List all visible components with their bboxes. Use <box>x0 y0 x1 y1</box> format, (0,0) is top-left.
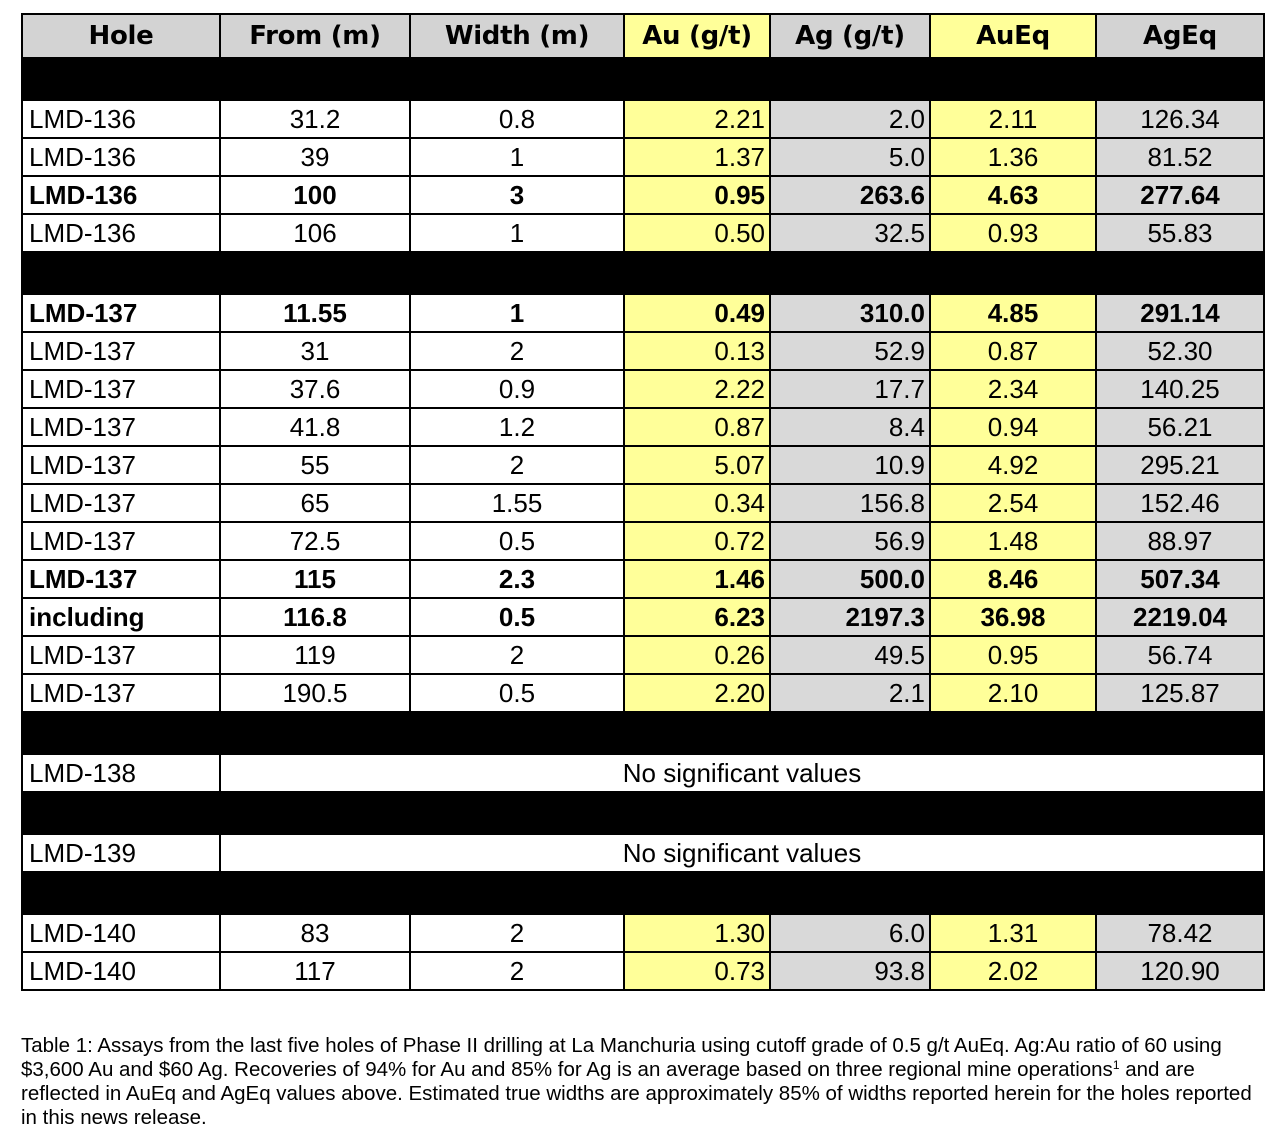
aueq-cell: 0.93 <box>930 214 1096 252</box>
table-row <box>22 408 1264 446</box>
hole-cell: LMD-136 <box>22 214 220 252</box>
separator-cell <box>22 712 1264 754</box>
table-row <box>22 834 1264 872</box>
table-row <box>22 560 1264 598</box>
width-cell: 1 <box>410 138 624 176</box>
aueq-cell: 0.87 <box>930 332 1096 370</box>
width-cell: 1.2 <box>410 408 624 446</box>
aueq-cell: 4.63 <box>930 176 1096 214</box>
hole-cell: LMD-136 <box>22 100 220 138</box>
width-cell: 0.8 <box>410 100 624 138</box>
table-row <box>22 674 1264 712</box>
from-cell: 55 <box>220 446 410 484</box>
ageq-cell: 140.25 <box>1096 370 1264 408</box>
aueq-cell: 2.10 <box>930 674 1096 712</box>
width-cell: 0.5 <box>410 598 624 636</box>
caption-text: Table 1: Assays from the last five holes of Phase II drilling at La Manchuria using cutoff grade of 0.5 g/t AuEq. Ag:Au ratio of 60 using $3,600 Au and $60 Ag. Recoveries of 94% for Au and 85% for Ag is an average based on three regional mine operations <box>21 1034 1222 1081</box>
ag-cell: 10.9 <box>770 446 930 484</box>
table-row <box>22 636 1264 674</box>
ag-cell: 2197.3 <box>770 598 930 636</box>
table-row <box>22 952 1264 990</box>
aueq-cell: 4.85 <box>930 294 1096 332</box>
table-row <box>22 598 1264 636</box>
aueq-cell: 1.31 <box>930 914 1096 952</box>
hole-cell: LMD-137 <box>22 332 220 370</box>
ag-cell: 32.5 <box>770 214 930 252</box>
header-from: From (m) <box>220 14 410 58</box>
table-row <box>22 522 1264 560</box>
au-cell: 2.20 <box>624 674 770 712</box>
width-cell: 0.9 <box>410 370 624 408</box>
width-cell: 2 <box>410 952 624 990</box>
no-values-note: No significant values <box>220 754 1264 792</box>
ag-cell: 93.8 <box>770 952 930 990</box>
from-cell: 115 <box>220 560 410 598</box>
table-row <box>22 176 1264 214</box>
width-cell: 2.3 <box>410 560 624 598</box>
header-hole: Hole <box>22 14 220 58</box>
width-cell: 2 <box>410 332 624 370</box>
hole-cell: LMD-137 <box>22 294 220 332</box>
from-cell: 72.5 <box>220 522 410 560</box>
assay-table-container <box>21 13 1263 991</box>
aueq-cell: 0.94 <box>930 408 1096 446</box>
ageq-cell: 88.97 <box>1096 522 1264 560</box>
au-cell: 1.30 <box>624 914 770 952</box>
width-cell: 1 <box>410 294 624 332</box>
caption-text-continued: and are reflected in AuEq and AgEq values above. Estimated true widths are approximately 85% of widths reported herein for the holes reported in this news release. <box>21 1058 1252 1129</box>
from-cell: 106 <box>220 214 410 252</box>
table-row <box>22 754 1264 792</box>
separator-cell <box>22 252 1264 294</box>
aueq-cell: 0.95 <box>930 636 1096 674</box>
ag-cell: 2.1 <box>770 674 930 712</box>
hole-cell: LMD-140 <box>22 914 220 952</box>
table-body <box>22 58 1264 990</box>
hole-cell: LMD-137 <box>22 370 220 408</box>
ageq-cell: 56.74 <box>1096 636 1264 674</box>
au-cell: 0.26 <box>624 636 770 674</box>
separator-row <box>22 872 1264 914</box>
separator-cell <box>22 872 1264 914</box>
au-cell: 0.50 <box>624 214 770 252</box>
ageq-cell: 125.87 <box>1096 674 1264 712</box>
separator-cell <box>22 58 1264 100</box>
ageq-cell: 120.90 <box>1096 952 1264 990</box>
au-cell: 2.21 <box>624 100 770 138</box>
aueq-cell: 4.92 <box>930 446 1096 484</box>
header-width: Width (m) <box>410 14 624 58</box>
hole-cell: LMD-137 <box>22 636 220 674</box>
au-cell: 0.49 <box>624 294 770 332</box>
ageq-cell: 78.42 <box>1096 914 1264 952</box>
au-cell: 6.23 <box>624 598 770 636</box>
aueq-cell: 2.02 <box>930 952 1096 990</box>
hole-cell: LMD-137 <box>22 446 220 484</box>
from-cell: 116.8 <box>220 598 410 636</box>
au-cell: 0.73 <box>624 952 770 990</box>
width-cell: 3 <box>410 176 624 214</box>
table-header-row <box>22 14 1264 58</box>
table-row <box>22 138 1264 176</box>
hole-cell: LMD-136 <box>22 138 220 176</box>
hole-cell: LMD-140 <box>22 952 220 990</box>
width-cell: 1.55 <box>410 484 624 522</box>
table-row <box>22 214 1264 252</box>
hole-cell: LMD-137 <box>22 408 220 446</box>
au-cell: 2.22 <box>624 370 770 408</box>
hole-cell: including <box>22 598 220 636</box>
au-cell: 1.37 <box>624 138 770 176</box>
au-cell: 0.13 <box>624 332 770 370</box>
ageq-cell: 126.34 <box>1096 100 1264 138</box>
caption-footnote-marker: 1 <box>1112 1058 1120 1072</box>
separator-row <box>22 252 1264 294</box>
au-cell: 0.34 <box>624 484 770 522</box>
header-ag: Ag (g/t) <box>770 14 930 58</box>
from-cell: 65 <box>220 484 410 522</box>
ag-cell: 8.4 <box>770 408 930 446</box>
hole-cell: LMD-138 <box>22 754 220 792</box>
table-row <box>22 294 1264 332</box>
ageq-cell: 2219.04 <box>1096 598 1264 636</box>
ag-cell: 156.8 <box>770 484 930 522</box>
separator-row <box>22 712 1264 754</box>
ageq-cell: 55.83 <box>1096 214 1264 252</box>
separator-cell <box>22 792 1264 834</box>
hole-cell: LMD-137 <box>22 674 220 712</box>
header-ageq: AgEq <box>1096 14 1264 58</box>
aueq-cell: 2.54 <box>930 484 1096 522</box>
hole-cell: LMD-137 <box>22 522 220 560</box>
width-cell: 2 <box>410 914 624 952</box>
ag-cell: 56.9 <box>770 522 930 560</box>
table-row <box>22 100 1264 138</box>
width-cell: 0.5 <box>410 674 624 712</box>
table-row <box>22 484 1264 522</box>
width-cell: 2 <box>410 446 624 484</box>
ageq-cell: 291.14 <box>1096 294 1264 332</box>
au-cell: 5.07 <box>624 446 770 484</box>
aueq-cell: 1.48 <box>930 522 1096 560</box>
from-cell: 31.2 <box>220 100 410 138</box>
ag-cell: 5.0 <box>770 138 930 176</box>
ag-cell: 2.0 <box>770 100 930 138</box>
aueq-cell: 36.98 <box>930 598 1096 636</box>
table-row <box>22 370 1264 408</box>
aueq-cell: 8.46 <box>930 560 1096 598</box>
hole-cell: LMD-136 <box>22 176 220 214</box>
table-row <box>22 446 1264 484</box>
width-cell: 0.5 <box>410 522 624 560</box>
no-values-note: No significant values <box>220 834 1264 872</box>
from-cell: 100 <box>220 176 410 214</box>
table-row <box>22 332 1264 370</box>
au-cell: 0.95 <box>624 176 770 214</box>
ag-cell: 500.0 <box>770 560 930 598</box>
hole-cell: LMD-137 <box>22 560 220 598</box>
table-caption <box>21 1034 1261 1130</box>
au-cell: 0.87 <box>624 408 770 446</box>
ag-cell: 310.0 <box>770 294 930 332</box>
aueq-cell: 2.11 <box>930 100 1096 138</box>
ag-cell: 52.9 <box>770 332 930 370</box>
ag-cell: 263.6 <box>770 176 930 214</box>
ageq-cell: 56.21 <box>1096 408 1264 446</box>
aueq-cell: 1.36 <box>930 138 1096 176</box>
from-cell: 37.6 <box>220 370 410 408</box>
ag-cell: 17.7 <box>770 370 930 408</box>
table-row <box>22 914 1264 952</box>
hole-cell: LMD-137 <box>22 484 220 522</box>
from-cell: 119 <box>220 636 410 674</box>
header-au: Au (g/t) <box>624 14 770 58</box>
ag-cell: 6.0 <box>770 914 930 952</box>
from-cell: 41.8 <box>220 408 410 446</box>
width-cell: 2 <box>410 636 624 674</box>
separator-row <box>22 58 1264 100</box>
separator-row <box>22 792 1264 834</box>
ag-cell: 49.5 <box>770 636 930 674</box>
ageq-cell: 81.52 <box>1096 138 1264 176</box>
ageq-cell: 277.64 <box>1096 176 1264 214</box>
from-cell: 11.55 <box>220 294 410 332</box>
assay-table <box>21 13 1265 991</box>
aueq-cell: 2.34 <box>930 370 1096 408</box>
width-cell: 1 <box>410 214 624 252</box>
au-cell: 0.72 <box>624 522 770 560</box>
hole-cell: LMD-139 <box>22 834 220 872</box>
ageq-cell: 295.21 <box>1096 446 1264 484</box>
from-cell: 31 <box>220 332 410 370</box>
from-cell: 83 <box>220 914 410 952</box>
au-cell: 1.46 <box>624 560 770 598</box>
from-cell: 190.5 <box>220 674 410 712</box>
from-cell: 39 <box>220 138 410 176</box>
from-cell: 117 <box>220 952 410 990</box>
ageq-cell: 152.46 <box>1096 484 1264 522</box>
ageq-cell: 52.30 <box>1096 332 1264 370</box>
ageq-cell: 507.34 <box>1096 560 1264 598</box>
header-aueq: AuEq <box>930 14 1096 58</box>
